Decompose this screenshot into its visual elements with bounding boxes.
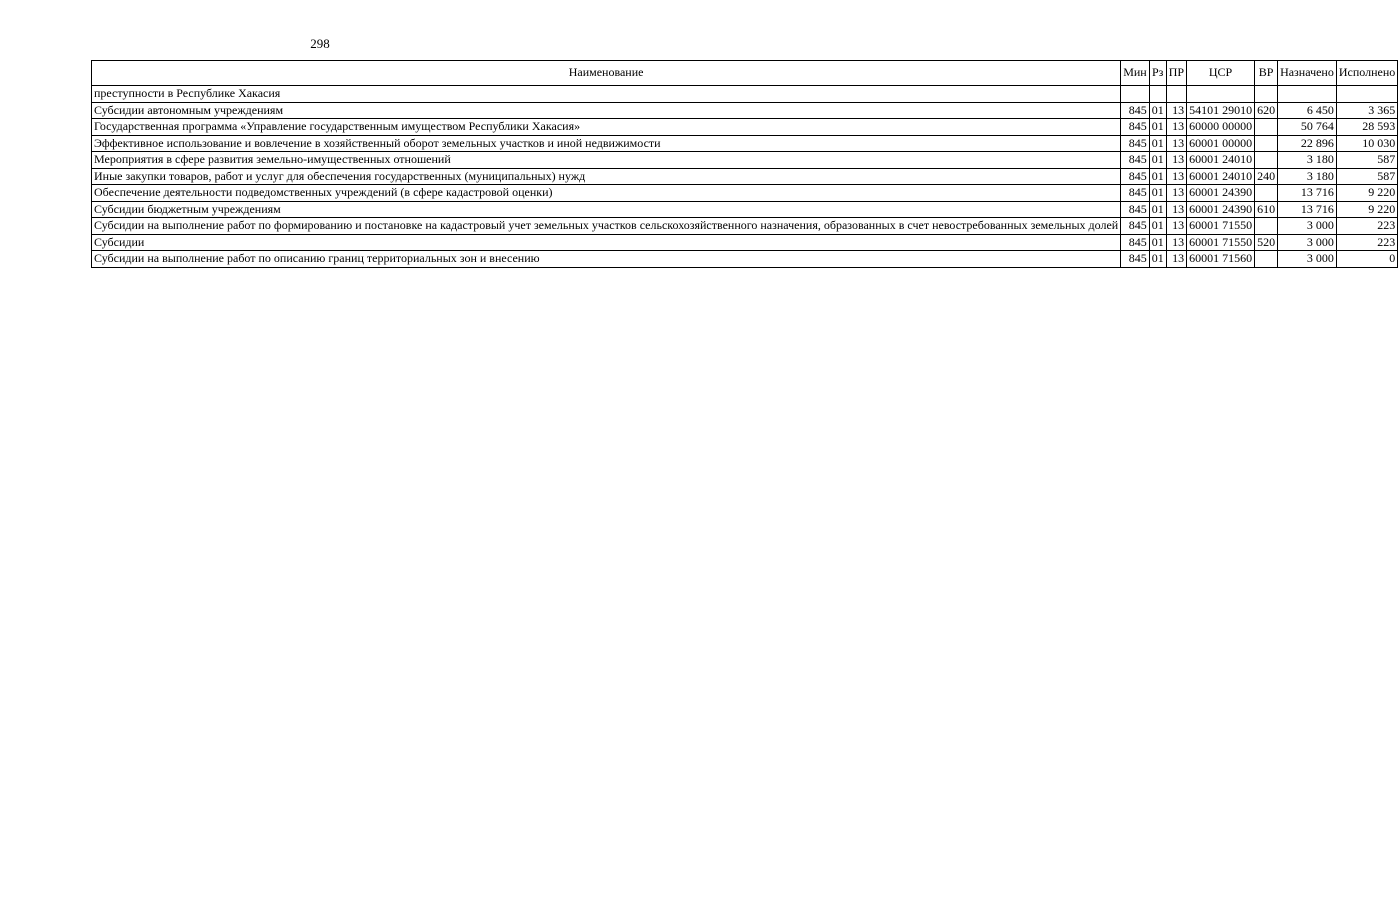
cell-csr: 60001 24010 <box>1187 168 1255 185</box>
cell-name: Иные закупки товаров, работ и услуг для обеспечения государственных (муниципальных) нужд <box>92 168 1121 185</box>
cell-name: Субсидии на выполнение работ по формированию и постановке на кадастровый учет земельных участков сельскохозяйственного назначения, образованных в счет невостребованных земельных долей <box>92 218 1121 235</box>
cell-pr: 13 <box>1166 102 1186 119</box>
cell-rz <box>1149 86 1166 103</box>
cell-executed: 9 220 <box>1336 201 1397 218</box>
cell-rz: 01 <box>1149 119 1166 136</box>
header-name: Наименование <box>92 61 1121 86</box>
cell-csr: 60000 00000 <box>1187 119 1255 136</box>
cell-vr: 520 <box>1255 234 1278 251</box>
budget-table <box>91 60 1398 268</box>
cell-min: 845 <box>1121 185 1150 202</box>
cell-pr: 13 <box>1166 168 1186 185</box>
cell-pr: 13 <box>1166 201 1186 218</box>
cell-vr <box>1255 218 1278 235</box>
cell-csr: 60001 71560 <box>1187 251 1255 268</box>
table-row <box>92 185 1398 202</box>
cell-vr: 610 <box>1255 201 1278 218</box>
cell-name: Государственная программа «Управление государственным имуществом Республики Хакасия» <box>92 119 1121 136</box>
cell-vr: 620 <box>1255 102 1278 119</box>
cell-executed: 0 <box>1336 251 1397 268</box>
table-row <box>92 201 1398 218</box>
cell-min: 845 <box>1121 102 1150 119</box>
cell-executed: 223 <box>1336 218 1397 235</box>
cell-csr: 60001 24010 <box>1187 152 1255 169</box>
table-row <box>92 251 1398 268</box>
cell-min: 845 <box>1121 201 1150 218</box>
cell-vr <box>1255 119 1278 136</box>
cell-executed: 587 <box>1336 168 1397 185</box>
cell-min: 845 <box>1121 234 1150 251</box>
cell-assigned: 3 180 <box>1278 152 1337 169</box>
cell-assigned: 3 180 <box>1278 168 1337 185</box>
cell-min: 845 <box>1121 152 1150 169</box>
cell-assigned: 3 000 <box>1278 218 1337 235</box>
cell-name: Субсидии на выполнение работ по описанию границ территориальных зон и внесению <box>92 251 1121 268</box>
cell-rz: 01 <box>1149 135 1166 152</box>
cell-rz: 01 <box>1149 102 1166 119</box>
cell-min: 845 <box>1121 218 1150 235</box>
cell-csr: 60001 71550 <box>1187 218 1255 235</box>
cell-executed: 3 365 <box>1336 102 1397 119</box>
header-executed: Исполнено <box>1336 61 1397 86</box>
cell-vr <box>1255 86 1278 103</box>
cell-pr: 13 <box>1166 152 1186 169</box>
cell-name: Мероприятия в сфере развития земельно-имущественных отношений <box>92 152 1121 169</box>
cell-pr <box>1166 86 1186 103</box>
cell-executed: 10 030 <box>1336 135 1397 152</box>
cell-vr <box>1255 251 1278 268</box>
cell-pr: 13 <box>1166 251 1186 268</box>
cell-executed: 28 593 <box>1336 119 1397 136</box>
cell-min: 845 <box>1121 119 1150 136</box>
cell-vr: 240 <box>1255 168 1278 185</box>
header-rz: Рз <box>1149 61 1166 86</box>
table-row <box>92 102 1398 119</box>
page-number: 298 <box>310 36 330 51</box>
cell-min: 845 <box>1121 251 1150 268</box>
cell-vr <box>1255 185 1278 202</box>
cell-assigned: 13 716 <box>1278 201 1337 218</box>
cell-csr: 60001 24390 <box>1187 201 1255 218</box>
cell-assigned: 3 000 <box>1278 251 1337 268</box>
cell-rz: 01 <box>1149 201 1166 218</box>
table-row <box>92 86 1398 103</box>
cell-executed: 223 <box>1336 234 1397 251</box>
cell-pr: 13 <box>1166 234 1186 251</box>
cell-name: Субсидии бюджетным учреждениям <box>92 201 1121 218</box>
cell-rz: 01 <box>1149 234 1166 251</box>
cell-assigned: 6 450 <box>1278 102 1337 119</box>
cell-name: преступности в Республике Хакасия <box>92 86 1121 103</box>
table-row <box>92 152 1398 169</box>
cell-name: Субсидии автономным учреждениям <box>92 102 1121 119</box>
cell-name: Субсидии <box>92 234 1121 251</box>
cell-executed: 9 220 <box>1336 185 1397 202</box>
cell-pr: 13 <box>1166 185 1186 202</box>
header-vr: ВР <box>1255 61 1278 86</box>
header-csr: ЦСР <box>1187 61 1255 86</box>
table-row <box>92 218 1398 235</box>
cell-name: Обеспечение деятельности подведомственных учреждений (в сфере кадастровой оценки) <box>92 185 1121 202</box>
header-pr: ПР <box>1166 61 1186 86</box>
header-assigned: Назначено <box>1278 61 1337 86</box>
cell-csr: 60001 71550 <box>1187 234 1255 251</box>
cell-pr: 13 <box>1166 119 1186 136</box>
header-row <box>92 61 1398 86</box>
cell-assigned: 13 716 <box>1278 185 1337 202</box>
table-row <box>92 135 1398 152</box>
cell-min <box>1121 86 1150 103</box>
cell-rz: 01 <box>1149 251 1166 268</box>
cell-min: 845 <box>1121 135 1150 152</box>
cell-rz: 01 <box>1149 152 1166 169</box>
cell-assigned: 3 000 <box>1278 234 1337 251</box>
header-min: Мин <box>1121 61 1150 86</box>
cell-vr <box>1255 135 1278 152</box>
table-row <box>92 234 1398 251</box>
cell-pr: 13 <box>1166 135 1186 152</box>
cell-executed: 587 <box>1336 152 1397 169</box>
cell-csr: 60001 24390 <box>1187 185 1255 202</box>
table-row <box>92 119 1398 136</box>
cell-csr <box>1187 86 1255 103</box>
cell-pr: 13 <box>1166 218 1186 235</box>
cell-rz: 01 <box>1149 218 1166 235</box>
cell-assigned <box>1278 86 1337 103</box>
cell-vr <box>1255 152 1278 169</box>
cell-rz: 01 <box>1149 185 1166 202</box>
cell-assigned: 50 764 <box>1278 119 1337 136</box>
table-row <box>92 168 1398 185</box>
cell-min: 845 <box>1121 168 1150 185</box>
cell-rz: 01 <box>1149 168 1166 185</box>
cell-name: Эффективное использование и вовлечение в хозяйственный оборот земельных участков и иной недвижимости <box>92 135 1121 152</box>
cell-executed <box>1336 86 1397 103</box>
cell-csr: 54101 29010 <box>1187 102 1255 119</box>
cell-assigned: 22 896 <box>1278 135 1337 152</box>
cell-csr: 60001 00000 <box>1187 135 1255 152</box>
